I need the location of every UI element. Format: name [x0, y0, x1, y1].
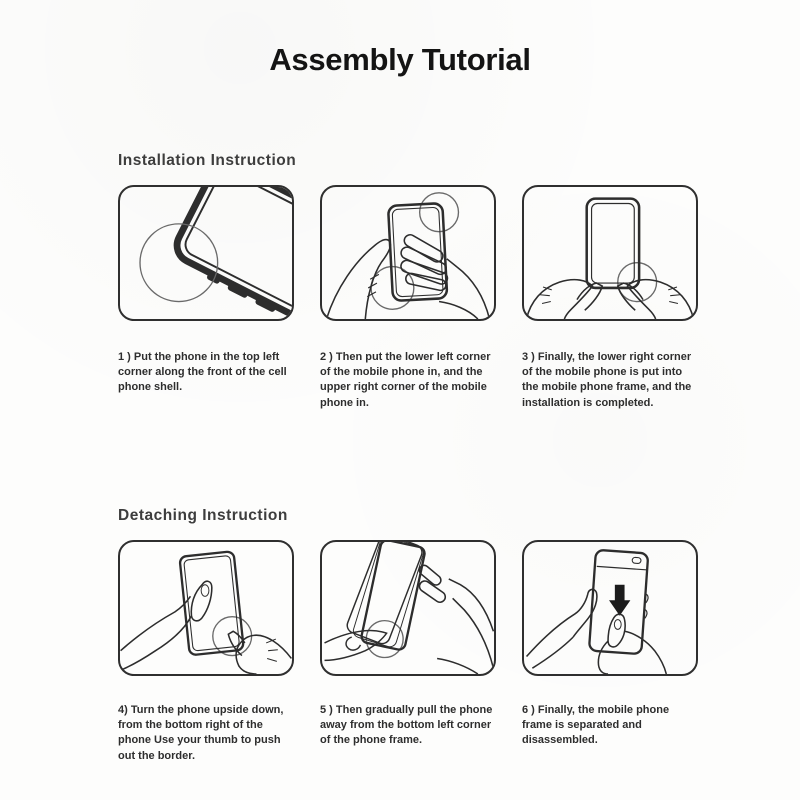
- right-hand-icon: [417, 563, 493, 674]
- right-hand-icon: [228, 631, 291, 674]
- installation-heading: Installation Instruction: [118, 152, 297, 169]
- left-hand-icon: [326, 240, 390, 319]
- step-5-caption: 5 ) Then gradually pull the phone away from the bottom left corner of the phone frame.: [320, 704, 493, 747]
- step-2-panel: [320, 185, 496, 321]
- step-6-panel: [522, 540, 698, 676]
- step-4-caption: 4) Turn the phone upside down, from the bottom right of the phone Use your thumb to push out the border.: [118, 704, 284, 762]
- page-title: Assembly Tutorial: [269, 42, 531, 77]
- step-3-illustration: [524, 187, 696, 319]
- right-hand-thumb-icon: [598, 614, 666, 674]
- arrow-down-icon: [609, 585, 630, 616]
- step-1-caption: 1 ) Put the phone in the top left corner along the front of the cell phone shell.: [118, 351, 287, 394]
- step-4-panel: [118, 540, 294, 676]
- installation-captions: [118, 350, 698, 411]
- left-hand-icon: [527, 280, 603, 319]
- detaching-captions: [118, 703, 698, 764]
- step-3-panel: [522, 185, 698, 321]
- step-5-illustration: [322, 542, 494, 674]
- step-4-illustration: [120, 542, 292, 674]
- installation-panels: [118, 185, 698, 321]
- step-2-illustration: [322, 187, 494, 319]
- step-5-panel: [320, 540, 496, 676]
- step-3-caption: 3 ) Finally, the lower right corner of the mobile phone is put into the mobile phone frame, and the installation is completed.: [522, 351, 692, 409]
- bottom-right-highlight-circle-icon: [618, 263, 657, 302]
- right-hand-fingers-icon: [399, 233, 449, 292]
- detaching-heading: Detaching Instruction: [118, 507, 288, 524]
- detaching-panels: [118, 540, 698, 676]
- step-6-caption: 6 ) Finally, the mobile phone frame is separated and disassembled.: [522, 704, 670, 747]
- step-1-panel: [118, 185, 294, 321]
- left-hand-icon: [527, 589, 597, 668]
- step-6-illustration: [524, 542, 696, 674]
- step-1-illustration: [120, 187, 292, 319]
- step-2-caption: 2 ) Then put the lower left corner of the mobile phone in, and the upper right corner of the mobile phone in.: [320, 351, 491, 409]
- left-hand-icon: [121, 581, 212, 670]
